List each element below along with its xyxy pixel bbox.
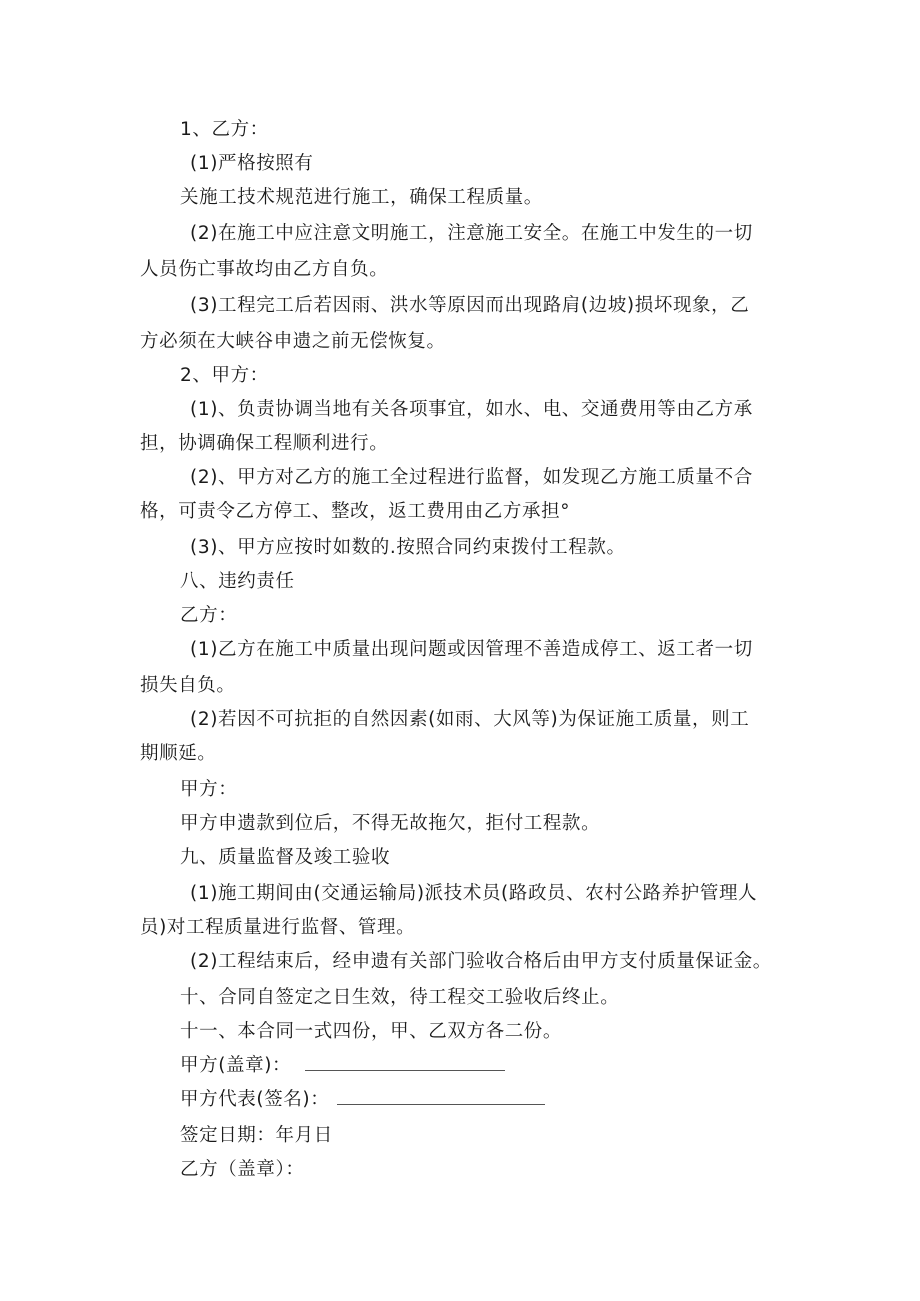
- party-a-rep-row: [180, 1088, 545, 1112]
- section-8-b-1-line1: (1)乙方在施工中质量出现问题或因管理不善造成停工、返工者一切: [190, 639, 753, 660]
- section-8-heading: 八、违约责任: [180, 571, 295, 592]
- section-9-1-line2: 员)对工程质量进行监督、管理。: [140, 917, 416, 938]
- section-9-heading: 九、质量监督及竣工验收: [180, 847, 391, 868]
- clause-b-1-cont: 关施工技术规范进行施工，确保工程质量。: [180, 187, 543, 208]
- clause-b-2-line2: 人员伤亡事故均由乙方自负。: [140, 259, 389, 280]
- section-8-b-2-line1: (2)若因不可抗拒的自然因素(如雨、大风等)为保证施工质量，则工: [190, 709, 750, 730]
- section-9-2: (2)工程结束后，经申遗有关部门验收合格后由甲方支付质量保证金。: [190, 951, 772, 972]
- party-a-rep-label: 甲方代表(签名)：: [180, 1089, 330, 1110]
- clause-b-3-line1: (3)工程完工后若因雨、洪水等原因而出现路肩(边坡)损坏现象，乙: [190, 295, 750, 316]
- clause-a-1-line1: (1)、负责协调当地有关各项事宜，如水、电、交通费用等由乙方承: [190, 399, 753, 420]
- section-8-a-text: 甲方申遗款到位后，不得无故拖欠，拒付工程款。: [180, 813, 601, 834]
- party-a-seal-label: 甲方(盖章)：: [180, 1055, 292, 1076]
- section-9-1-line1: (1)施工期间由(交通运输局)派技术员(路政员、农村公路养护管理人: [190, 883, 758, 904]
- clause-b-3-line2: 方必须在大峡谷申遗之前无偿恢复。: [140, 331, 446, 352]
- clause-a-2-line2: 格，可责令乙方停工、整改，返工费用由乙方承担°: [140, 501, 571, 522]
- party-a-rep-blank[interactable]: [337, 1088, 545, 1105]
- clause-a-1-line2: 担，协调确保工程顺利进行。: [140, 433, 389, 454]
- section-10: 十、合同自签定之日生效，待工程交工验收后终止。: [180, 987, 620, 1008]
- sign-date: 签定日期：年月日: [180, 1125, 333, 1146]
- clause-b-1-start: (1)严格按照有: [190, 153, 314, 174]
- section-8-party-a: 甲方：: [180, 779, 238, 800]
- party-b-seal-label: 乙方（盖章）：: [180, 1159, 305, 1180]
- clause-party-b-heading: 1、乙方：: [180, 119, 269, 140]
- section-8-b-1-line2: 损失自负。: [140, 675, 236, 696]
- clause-b-2-line1: (2)在施工中应注意文明施工，注意施工安全。在施工中发生的一切: [190, 223, 753, 244]
- section-11: 十一、本合同一式四份，甲、乙双方各二份。: [180, 1021, 563, 1042]
- party-a-seal-blank[interactable]: [305, 1054, 505, 1071]
- section-8-b-2-line2: 期顺延。: [140, 743, 217, 764]
- clause-a-2-line1: (2)、甲方对乙方的施工全过程进行监督，如发现乙方施工质量不合: [190, 467, 753, 488]
- party-a-seal-row: [180, 1054, 505, 1078]
- section-8-party-b: 乙方：: [180, 605, 238, 626]
- clause-a-3: (3)、甲方应按时如数的.按照合同约束拨付工程款。: [190, 537, 626, 558]
- clause-party-a-heading: 2、甲方：: [180, 365, 269, 386]
